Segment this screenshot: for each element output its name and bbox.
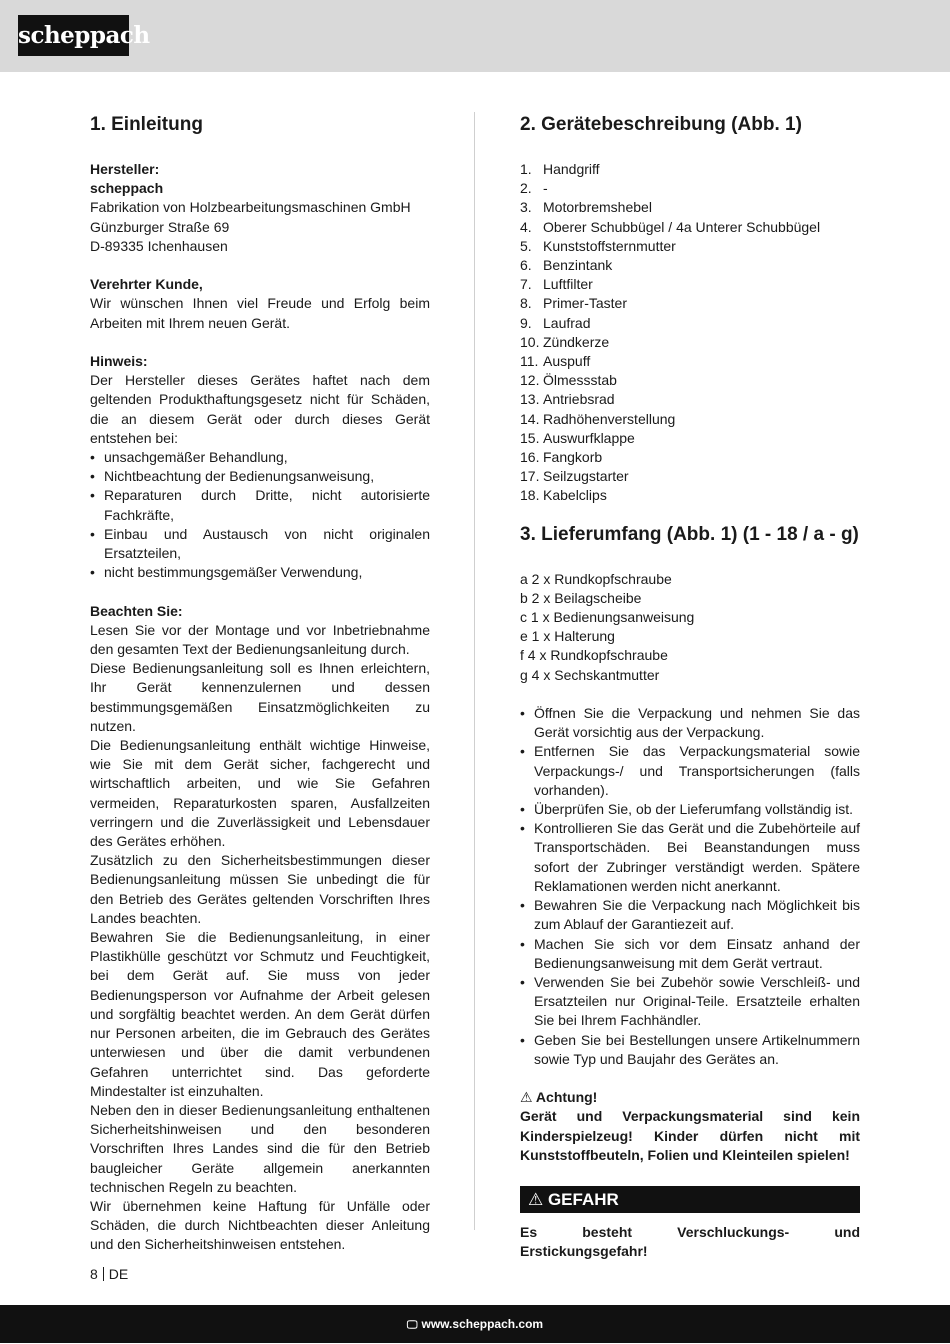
list-item: a 2 x Rundkopfschraube: [520, 570, 672, 587]
list-item: • Kontrollieren Sie das Gerät und die Zubehörteile auf Transportschäden. Bei Beanstandungen muss sofort der Zubringer verständigt werden. Spätere Reklamationen werden nicht anerkannt.: [520, 820, 860, 894]
list-item: 10. Zündkerze: [520, 333, 610, 350]
list-item: 18. Kabelclips: [520, 487, 607, 504]
list-item: 1. Handgriff: [520, 161, 600, 177]
notice-bullet-list: [90, 448, 430, 582]
observe-paragraph: Diese Bedienungsanleitung soll es Ihnen erleichtern, Ihr Gerät kennenzulernen und dessen bestimmungsgemäßen Einsatzmöglichkeiten zu nutzen.: [90, 660, 430, 734]
observe-paragraph: Lesen Sie vor der Montage und vor Inbetriebnahme den gesamten Text der Bedienungsanleitung durch.: [90, 621, 430, 658]
attention-text: Gerät und Verpackungsmaterial sind kein Kinderspielzeug! Kinder dürfen nicht mit Kunststoffbeuteln, Folien und Kleinteilen spielen!: [520, 1108, 860, 1163]
list-item: 8. Primer-Taster: [520, 295, 628, 312]
greeting-label: Verehrter Kunde,: [90, 276, 203, 293]
list-item: c 1 x Bedienungsanweisung: [520, 609, 695, 626]
list-item: • Reparaturen durch Dritte, nicht autorisierte Fachkräfte,: [90, 487, 430, 523]
list-item: • nicht bestimmungsgemäßer Verwendung,: [90, 564, 363, 581]
greeting-text: Wir wünschen Ihnen viel Freude und Erfolg beim Arbeiten mit Ihrem neuen Gerät.: [90, 295, 430, 331]
parts-list: [520, 160, 860, 506]
list-item: • Geben Sie bei Bestellungen unsere Artikelnummern sowie Typ und Baujahr des Gerätes an.: [520, 1031, 860, 1067]
list-item: 5. Kunststoffsternmutter: [520, 237, 676, 254]
notice-text: Der Hersteller dieses Gerätes haftet nach dem geltenden Produkthaftungsgesetz nicht für Schäden, die an diesem Gerät oder durch dieses Gerät entstehen bei:: [90, 372, 430, 446]
list-item: 16. Fangkorb: [520, 449, 603, 466]
list-item: 13. Antriebsrad: [520, 391, 615, 408]
observe-paragraph: Die Bedienungsanleitung enthält wichtige Hinweise, wie Sie mit dem Gerät sicher, fachgerecht und wirtschaftlich arbeiten, und wie Sie Gefahren vermeiden, Reparaturkosten sparen, Ausfallzeiten verringern und die Zuverlässigkeit und Lebensdauer des Gerätes erhöhen.: [90, 737, 430, 850]
manufacturer-label: Hersteller:: [90, 161, 160, 177]
list-item: • Öffnen Sie die Verpackung und nehmen Sie das Gerät vorsichtig aus der Verpackung.: [520, 705, 860, 741]
list-item: 6. Benzintank: [520, 257, 613, 274]
website-link[interactable]: www.scheppach.com: [421, 1317, 544, 1331]
list-item: 4. Oberer Schubbügel / 4a Unterer Schubbügel: [520, 218, 821, 235]
brand-logo: scheppach: [18, 15, 129, 56]
left-column: [90, 112, 430, 1255]
list-item: • Verwenden Sie bei Zubehör sowie Verschleiß- und Ersatzteilen nur Original-Teile. Ersatzteile erhalten Sie bei Ihrem Fachhändler.: [520, 973, 860, 1029]
address-line: D-89335 Ichenhausen: [90, 237, 228, 254]
list-item: 14. Radhöhenverstellung: [520, 410, 676, 427]
danger-text: Es besteht Verschluckungs- und Erstickungsgefahr!: [520, 1223, 860, 1260]
list-item: 9. Laufrad: [520, 314, 591, 331]
list-item: 15. Auswurfklappe: [520, 429, 635, 446]
list-item: • Machen Sie sich vor dem Einsatz anhand der Bedienungsanweisung mit dem Gerät vertraut.: [520, 935, 860, 971]
list-item: 7. Luftfilter: [520, 276, 593, 293]
list-item: • Nichtbeachtung der Bedienungsanweisung,: [90, 468, 375, 485]
observe-paragraph: Bewahren Sie die Bedienungsanleitung, in einer Plastikhülle geschützt vor Schmutz und Feuchtigkeit, bei dem Gerät auf. Sie muss von jeder Bedienungsperson vor Aufnahme der Arbeit gelesen und sorgfältig beachtet werden. An dem Gerät dürfen nur Personen arbeiten, die im Gebrauch des Gerätes unterwiesen und über die damit verbundenen Gefahren unterrichtet sind. Das geforderte Mindestalter ist einzuhalten.: [90, 929, 430, 1099]
notice-label: Hinweis:: [90, 353, 148, 369]
list-item: • Überprüfen Sie, ob der Lieferumfang vollständig ist.: [520, 801, 854, 818]
list-item: e 1 x Halterung: [520, 628, 615, 645]
list-item: 3. Motorbremshebel: [520, 199, 652, 216]
address-line: Fabrikation von Holzbearbeitungsmaschinen GmbH: [90, 199, 411, 216]
list-item: 11. Auspuff: [520, 353, 591, 370]
scope-list: [520, 570, 860, 685]
list-item: g 4 x Sechskantmutter: [520, 666, 660, 683]
page-header: [0, 0, 950, 72]
page-footer: [0, 1305, 950, 1343]
list-item: • unsachgemäßer Behandlung,: [90, 449, 288, 466]
page-number: 8 DE: [90, 1266, 129, 1282]
list-item: f 4 x Rundkopfschraube: [520, 647, 668, 664]
column-divider: [474, 112, 475, 1230]
list-item: 17. Seilzugstarter: [520, 468, 629, 485]
observe-label: Beachten Sie:: [90, 602, 183, 619]
manufacturer-name: scheppach: [90, 180, 164, 197]
section-title-device-description: 2. Gerätebeschreibung (Abb. 1): [520, 114, 802, 135]
observe-paragraph: Wir übernehmen keine Haftung für Unfälle oder Schäden, die durch Nichtbeachten dieser Anleitung und den Sicherheitshinweisen entstehen.: [90, 1197, 430, 1253]
right-column: [520, 112, 860, 1261]
section-title-introduction: 1. Einleitung: [90, 114, 203, 135]
section-title-scope-of-delivery: 3. Lieferumfang (Abb. 1) (1 - 18 / a - g): [520, 523, 859, 545]
list-item: • Bewahren Sie die Verpackung nach Möglichkeit bis zum Ablauf der Garantiezeit auf.: [520, 897, 860, 933]
list-item: • Entfernen Sie das Verpackungsmaterial sowie Verpackungs-/ und Transportsicherungen (falls vorhanden).: [520, 743, 860, 798]
list-item: 12. Ölmessstab: [520, 372, 617, 389]
list-item: • Einbau und Austausch von nicht originalen Ersatzteilen,: [90, 525, 430, 562]
address-line: Günzburger Straße 69: [90, 218, 230, 235]
unpack-bullet-list: [520, 704, 860, 1069]
observe-paragraph: Neben den in dieser Bedienungsanleitung enthaltenen Sicherheitshinweisen und den besonderen Vorschriften Ihres Landes sind die für den Betrieb baugleicher Geräte allgemein anerkannten technischen Regeln zu beachten.: [90, 1101, 430, 1195]
attention-title: ⚠ Achtung!: [520, 1089, 598, 1106]
list-item: b 2 x Beilagscheibe: [520, 589, 642, 606]
observe-paragraph: Zusätzlich zu den Sicherheitsbestimmungen dieser Bedienungsanleitung müssen Sie unbedingt die für den Betrieb des Gerätes geltenden Vorschriften Ihres Landes beachten.: [90, 852, 430, 926]
monitor-icon: 🖵: [406, 1319, 418, 1331]
danger-banner: ⚠ GEFAHR: [520, 1186, 860, 1213]
list-item: 2. -: [520, 180, 548, 197]
